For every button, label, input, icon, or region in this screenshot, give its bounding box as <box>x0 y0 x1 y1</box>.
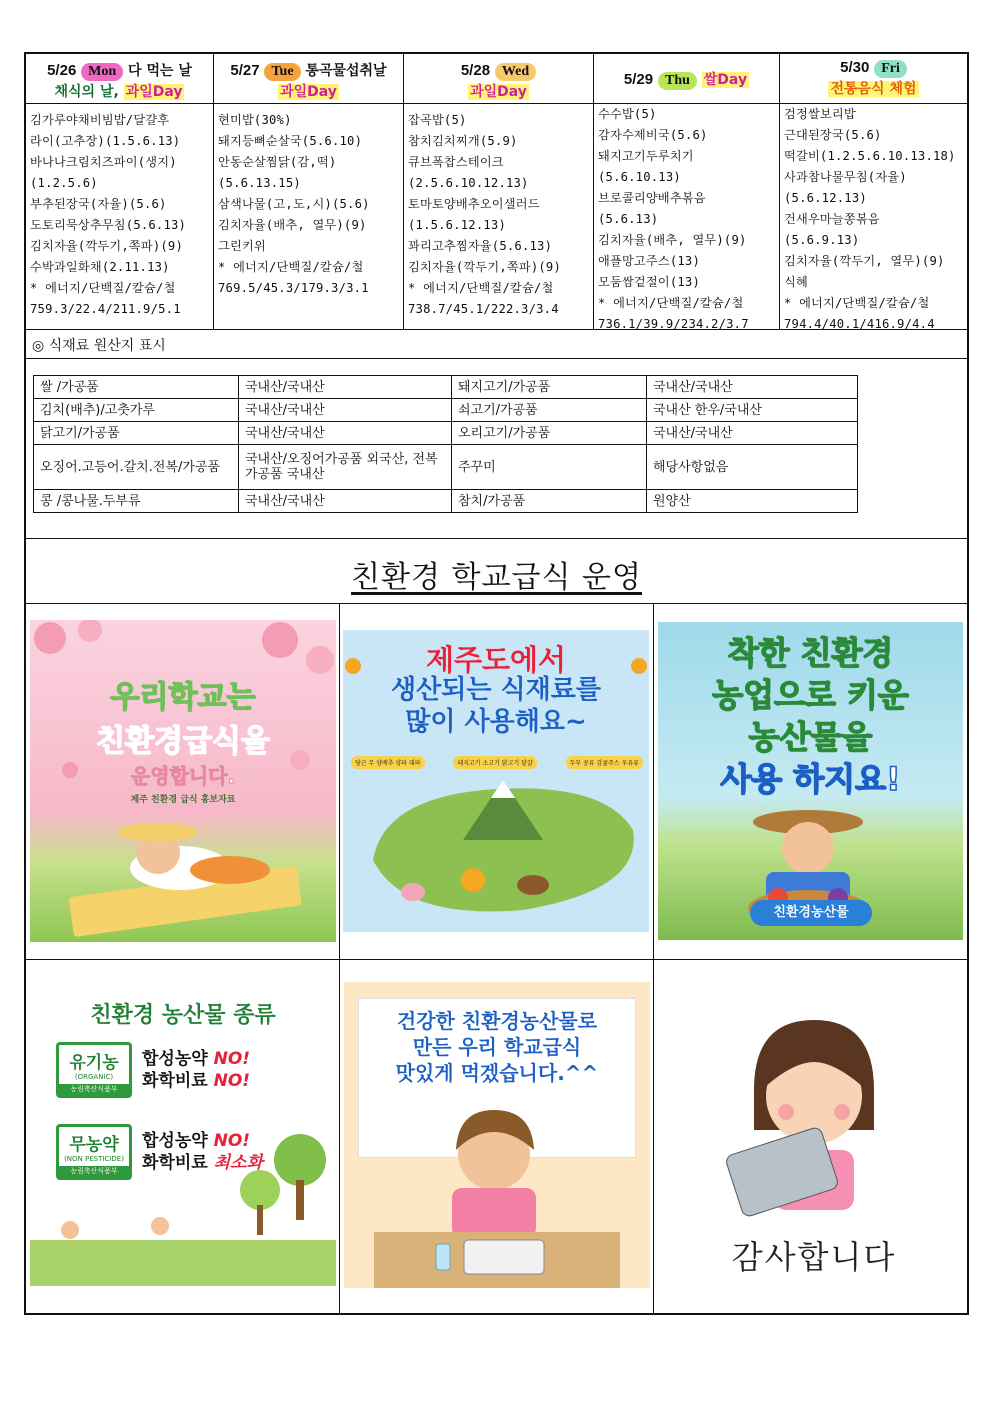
menu-item: 김가루야채비빔밥/달걀후 <box>30 113 170 127</box>
origin-ingredient: 콩 /콩나물.두부류 <box>34 490 239 513</box>
nopesticide-rules <box>142 1130 263 1174</box>
day-menu-thu <box>594 104 780 329</box>
poster-cell-4 <box>26 960 340 1313</box>
menu-item: 토마토양배추오이샐러드 <box>408 197 540 211</box>
menu-item: 브로콜리양배추볶음 <box>598 191 706 205</box>
day-date: 5/30 <box>840 59 870 76</box>
day-date: 5/26 <box>47 62 77 79</box>
menu-item: 사과참나물무침(자율) <box>784 170 907 184</box>
day-subtheme-2: 전통음식 체험 <box>830 81 917 97</box>
eco-heading-band <box>26 539 967 604</box>
menu-item: 검정쌀보리밥 <box>784 107 856 121</box>
poster-eco-school <box>30 620 336 942</box>
poster3-line2: 농업으로 키운 <box>712 676 909 714</box>
menu-item: 라이(고추장)(1.5.6.13) <box>30 134 181 148</box>
girl-with-tray-illustration <box>714 1000 914 1220</box>
organic-rule-value: NO! <box>213 1049 251 1069</box>
day-date: 5/29 <box>623 71 654 88</box>
origin-section-title: ◎ 식재료 원산지 표시 <box>26 330 967 359</box>
origin-ingredient: 참치/가공품 <box>452 490 647 513</box>
menu-item: 736.1/39.9/234.2/3.7 <box>598 317 749 331</box>
poster2-line2: 생산되는 식재료를 <box>391 675 601 705</box>
origin-country: 해당사항없음 <box>647 445 858 490</box>
menu-item: 현미밥(30%) <box>218 113 292 127</box>
day-date: 5/28 <box>460 62 491 79</box>
organic-badge-en: (ORGANIC) <box>74 1073 114 1081</box>
poster1-headline <box>30 672 336 789</box>
day-name-tag: Wed <box>495 63 536 81</box>
menu-item: 김치자율(배추, 열무)(9) <box>598 233 747 247</box>
origin-section <box>26 359 967 539</box>
poster5-line2: 만든 우리 학교급식 <box>412 1035 582 1059</box>
menu-item: (1.5.6.12.13) <box>408 218 506 232</box>
organic-badge <box>56 1042 132 1098</box>
day-theme: 통곡물섭취날 <box>305 63 387 79</box>
poster3-label-badge: 친환경농산물 <box>750 900 872 926</box>
eco-title: 친환경 학교급식 운영 <box>351 560 642 595</box>
nopesticide-badge <box>56 1124 132 1180</box>
poster2-tag: 당근 무 양배추 양파 대파 <box>351 756 425 769</box>
origin-country: 국내산 한우/국내산 <box>647 399 858 422</box>
origin-row <box>34 445 858 490</box>
menu-item: 759.3/22.4/211.9/5.1 <box>30 302 181 316</box>
origin-table <box>33 375 858 513</box>
day-menu-wed <box>404 104 594 329</box>
day-date: 5/27 <box>230 62 260 79</box>
menu-item: 부추된장국(자율)(5.6) <box>30 197 167 211</box>
poster2-tags <box>351 756 643 769</box>
menu-item: * 에너지/단백질/칼슘/철 <box>408 281 554 295</box>
poster4-title: 친환경 농산물 종류 <box>90 1003 276 1028</box>
day-subtheme: 채식의 날, <box>54 84 119 100</box>
menu-item: 건새우마늘쫑볶음 <box>784 212 880 226</box>
menu-item: (5.6.12.13) <box>784 191 867 205</box>
origin-country: 국내산/국내산 <box>239 422 452 445</box>
menu-item: 애플망고주스(13) <box>598 254 700 268</box>
day-name-tag: Mon <box>81 63 123 81</box>
day-header-fri <box>780 54 967 103</box>
menu-item: (5.6.13) <box>598 212 659 226</box>
day-header-tue <box>214 54 404 103</box>
poster5-line1: 건강한 친환경농산물로 <box>396 1009 598 1033</box>
origin-row <box>34 490 858 513</box>
nopesticide-rule-value: 최소화 <box>213 1153 263 1173</box>
menu-item: (5.6.13.15) <box>218 176 301 190</box>
menu-item: 769.5/45.3/179.3/3.1 <box>218 281 369 295</box>
menu-item: 안동순살찜닭(감,떡) <box>218 155 337 169</box>
poster2-tag: 돼지고기 소고기 닭고기 달걀 <box>453 756 536 769</box>
organic-rules <box>142 1048 250 1092</box>
menu-item: 근대된장국(5.6) <box>784 128 882 142</box>
day-header-wed <box>404 54 594 103</box>
menu-item: (5.6.10.13) <box>598 170 681 184</box>
poster5-line3: 맛있게 먹겠습니다.^^ <box>395 1061 599 1085</box>
poster-cell-2 <box>340 604 654 960</box>
poster-thank-you <box>714 1000 914 1290</box>
menu-item: 794.4/40.1/416.9/4.4 <box>784 317 935 331</box>
day-menu-tue <box>214 104 404 329</box>
menu-item: 돼지고기두루치기 <box>598 149 694 163</box>
organic-rule-label: 합성농약 <box>142 1049 214 1069</box>
nopesticide-rule-value: NO! <box>213 1131 251 1151</box>
day-header-mon <box>26 54 214 103</box>
menu-item: 돼지등뼈순살국(5.6.10) <box>218 134 363 148</box>
origin-ingredient: 쇠고기/가공품 <box>452 399 647 422</box>
poster-cell-1 <box>26 604 340 960</box>
menu-item: 김치자율(깍두기,쪽파)(9) <box>408 260 561 274</box>
menu-document <box>24 52 969 1315</box>
poster1-line3: 운영합니다. <box>130 764 236 788</box>
origin-ingredient: 주꾸미 <box>452 445 647 490</box>
menu-item: 감자수제비국(5.6) <box>598 128 708 142</box>
menu-item: (2.5.6.10.12.13) <box>408 176 529 190</box>
menu-header-row <box>26 54 967 104</box>
poster-jeju-ingredients <box>343 630 649 932</box>
menu-body-row <box>26 104 967 330</box>
day-theme: 쌀Day <box>703 72 748 88</box>
day-menu-fri <box>780 104 967 329</box>
menu-item: 모둠쌈겉절이(13) <box>598 275 700 289</box>
poster3-line3: 농산물을 <box>748 718 873 756</box>
menu-item: 김치자율(깍두기, 열무)(9) <box>784 254 945 268</box>
menu-item: (5.6.9.13) <box>784 233 860 247</box>
nopesticide-rule-label: 합성농약 <box>142 1131 214 1151</box>
menu-item: 김치자율(배추, 열무)(9) <box>218 218 367 232</box>
origin-ingredient: 오리고기/가공품 <box>452 422 647 445</box>
poster-grid <box>26 604 967 1313</box>
origin-country: 국내산/국내산 <box>239 399 452 422</box>
menu-item: 꽈리고추찜자율(5.6.13) <box>408 239 553 253</box>
menu-item: 수박과일화채(2.11.13) <box>30 260 170 274</box>
organic-badge-org: 농림축산식품부 <box>59 1084 129 1095</box>
menu-item: 그린키위 <box>218 239 266 253</box>
poster-cell-6 <box>654 960 967 1313</box>
poster3-headline <box>658 632 963 800</box>
origin-ingredient: 돼지고기/가공품 <box>452 376 647 399</box>
menu-item: 김치자율(깍두기,쪽파)(9) <box>30 239 183 253</box>
poster5-headline <box>344 1008 650 1086</box>
organic-rule-label: 화학비료 <box>142 1071 214 1091</box>
organic-badge-name: 유기농 <box>69 1053 119 1073</box>
origin-country: 국내산/국내산 <box>647 376 858 399</box>
origin-ingredient: 쌀 /가공품 <box>34 376 239 399</box>
day-subtheme-2: 과일Day <box>470 84 527 100</box>
origin-country: 원양산 <box>647 490 858 513</box>
origin-row <box>34 399 858 422</box>
origin-ingredient: 김치(배추)/고춧가루 <box>34 399 239 422</box>
menu-item: 참치김치찌개(5.9) <box>408 134 518 148</box>
menu-item: * 에너지/단백질/칼슘/철 <box>784 296 930 310</box>
menu-item: 도토리묵상추무침(5.6.13) <box>30 218 187 232</box>
poster1-caption: 제주 친환경 급식 홍보자료 <box>130 795 236 805</box>
poster-cell-3 <box>654 604 967 960</box>
menu-item: 큐브폭찹스테이크 <box>408 155 504 169</box>
day-theme: 다 먹는 날 <box>128 63 192 79</box>
origin-row <box>34 376 858 399</box>
menu-item: 떡갈비(1.2.5.6.10.13.18) <box>784 149 956 163</box>
day-subtheme-2: 과일Day <box>125 84 183 100</box>
menu-item: * 에너지/단백질/칼슘/철 <box>598 296 744 310</box>
origin-country: 국내산/오징어가공품 외국산, 전복가공품 국내산 <box>239 445 452 490</box>
menu-item: 738.7/45.1/222.3/3.4 <box>408 302 559 316</box>
nopesticide-badge-en: (NON PESTICIDE) <box>64 1155 124 1163</box>
poster3-line4: 사용 하지요! <box>720 760 901 798</box>
menu-item: 잡곡밥(5) <box>408 113 467 127</box>
poster2-headline <box>343 674 649 738</box>
origin-ingredient: 닭고기/가공품 <box>34 422 239 445</box>
nopesticide-badge-name: 무농약 <box>69 1135 119 1155</box>
menu-item: * 에너지/단백질/칼슘/철 <box>30 281 176 295</box>
origin-row <box>34 422 858 445</box>
day-subtheme-2: 과일Day <box>280 84 337 100</box>
poster-eco-types <box>30 990 336 1286</box>
poster1-line2: 친환경급식을 <box>96 724 270 759</box>
poster-enjoy-meal <box>344 982 650 1288</box>
poster1-line1: 우리학교는 <box>110 680 256 715</box>
poster-cell-5 <box>340 960 654 1313</box>
nopesticide-rule-label: 화학비료 <box>142 1153 214 1173</box>
menu-item: (1.2.5.6) <box>30 176 98 190</box>
poster-eco-produce <box>658 622 963 940</box>
day-menu-mon <box>26 104 214 329</box>
day-name-tag: Thu <box>658 72 697 90</box>
origin-country: 국내산/국내산 <box>239 376 452 399</box>
poster2-line3: 많이 사용해요~ <box>405 707 587 737</box>
menu-item: * 에너지/단백질/칼슘/철 <box>218 260 364 274</box>
day-name-tag: Fri <box>874 60 907 78</box>
organic-rule-value: NO! <box>213 1071 251 1091</box>
day-header-thu <box>594 54 780 103</box>
thank-you-text: 감사합니다 <box>731 1238 897 1276</box>
poster3-line1: 착한 친환경 <box>727 634 894 672</box>
menu-item: 삼색나물(고,도,시)(5.6) <box>218 197 370 211</box>
menu-item: 식혜 <box>784 275 808 289</box>
nopesticide-badge-org: 농림축산식품부 <box>59 1166 129 1177</box>
poster2-line1: 제주도에서 <box>425 643 567 677</box>
menu-item: 수수밥(5) <box>598 107 657 121</box>
origin-country: 국내산/국내산 <box>239 490 452 513</box>
origin-country: 국내산/국내산 <box>647 422 858 445</box>
day-name-tag: Tue <box>264 63 300 81</box>
poster2-tag: 두부 콩류 감귤주스 우유류 <box>566 756 643 769</box>
origin-ingredient: 오징어.고등어.갈치.전복/가공품 <box>34 445 239 490</box>
menu-item: 바나나크림치즈파이(생지) <box>30 155 177 169</box>
